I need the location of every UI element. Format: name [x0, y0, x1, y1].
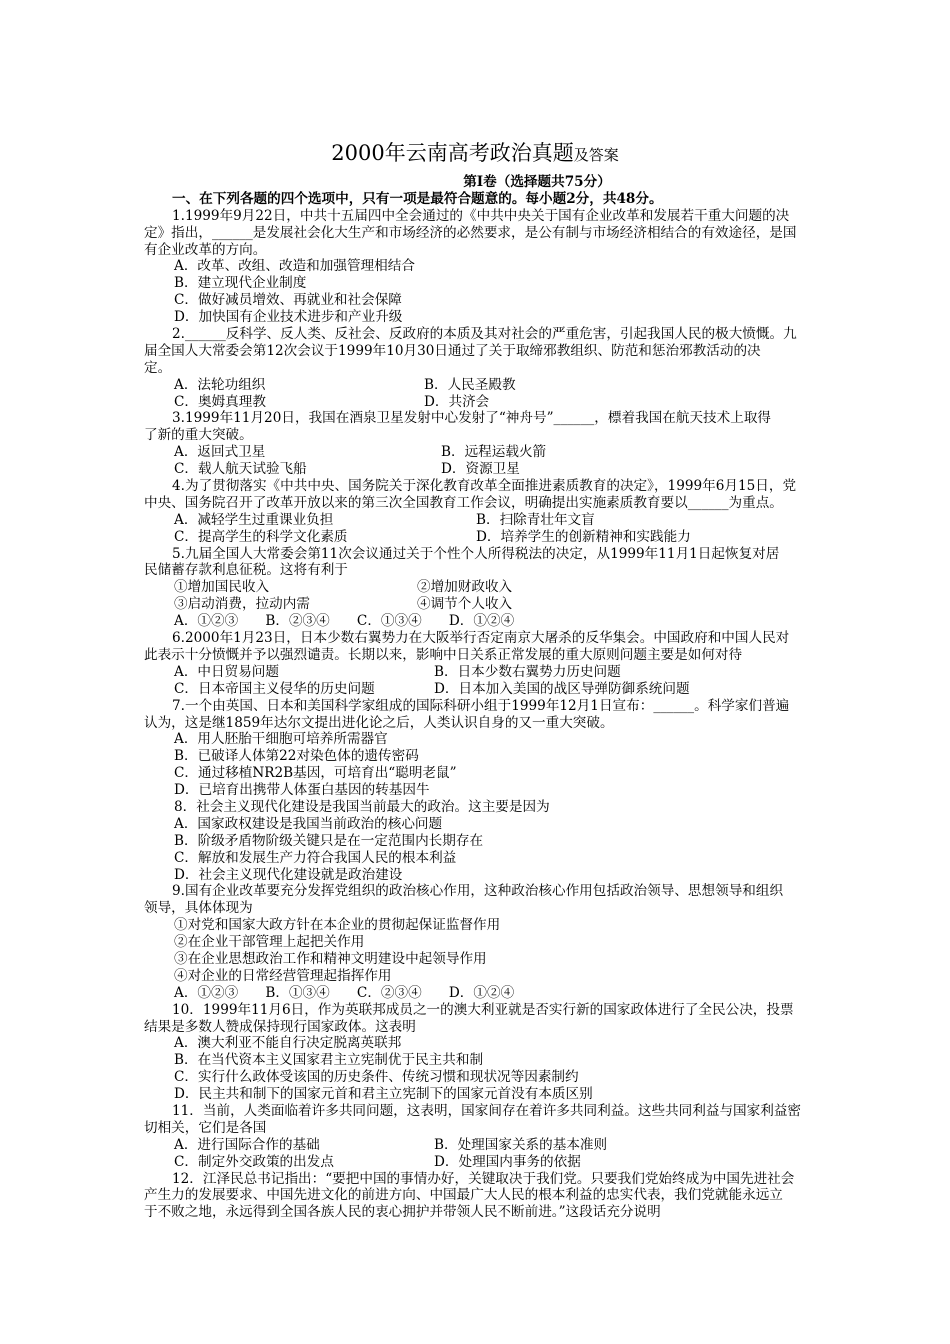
title-suffix: 及答案 [573, 146, 619, 164]
option-d: D．民主共和制下的国家元首和君主立宪制下的国家元首没有本质区别 [174, 1086, 593, 1103]
option-d: D．社会主义现代化建设就是政治建设 [174, 866, 403, 883]
option-a: A．改革、改组、改造和加强管理相结合 [174, 258, 415, 275]
title-main: 2000年云南高考政治真题 [331, 141, 574, 165]
question-text: 中央、国务院召开了改革开放以来的第三次全国教育工作会议，明确提出实施素质教育要以______为重点。 [144, 494, 783, 511]
question-text: 届全国人大常委会第12次会议于1999年10月30日通过了关于取缔邪教组织、防范和惩治邪教活动的决 [144, 342, 761, 359]
question-text: 产生力的发展要求、中国先进文化的前进方向、中国最广大人民的根本利益的忠实代表，我们党就能永远立 [144, 1187, 783, 1204]
part-heading: 一、在下列各题的四个选项中，只有一项是最符合题意的。每小题2分，共48分。 [172, 190, 663, 207]
option-b: B．日本少数右翼势力历史问题 [434, 663, 621, 680]
option-row [144, 664, 930, 681]
option-b: B．建立现代企业制度 [174, 275, 307, 292]
choice-row: A．①②③ B．②③④ C．①③④ D．①②④ [174, 613, 515, 630]
option-b: B．处理国家关系的基本准则 [434, 1136, 608, 1153]
option-a: A．用人胚胎干细胞可培养所需器官 [174, 731, 388, 748]
option-row [144, 681, 930, 698]
option-d: D．已培育出携带人体蛋白基因的转基因牛 [174, 782, 430, 799]
option-c: C．做好减员增效、再就业和社会保障 [174, 292, 402, 309]
option-c: C．载人航天试验飞船 [174, 461, 307, 478]
question-11 [144, 1103, 930, 1171]
option-a: A．国家政权建设是我国当前政治的核心问题 [174, 815, 443, 832]
option-d: D．处理国内事务的依据 [434, 1153, 581, 1170]
question-text: 定》指出，______是发展社会化大生产和市场经济的必然要求，是公有制与市场经济相结合的有效途径，是国 [144, 224, 797, 241]
option-d: D．日本加入美国的战区导弹防御系统问题 [434, 680, 690, 697]
option-row [144, 529, 930, 546]
option-a: A．进行国际合作的基础 [174, 1136, 320, 1153]
option-row [144, 444, 930, 461]
question-1 [144, 208, 930, 326]
option-c: C．制定外交政策的出发点 [174, 1153, 334, 1170]
question-text: 7.一个由英国、日本和美国科学家组成的国际科研小组于1999年12月1日宣布：______。科学家们普遍 [172, 697, 790, 714]
question-text: 有企业改革的方向。 [144, 241, 267, 258]
item-row [144, 579, 930, 596]
question-text: 切相关，它们是各国 [144, 1119, 267, 1136]
page-title [0, 140, 950, 168]
question-text: 结果是多数人赞成保持现行国家政体。这表明 [144, 1018, 416, 1035]
question-7 [144, 698, 930, 799]
question-text: 领导，具体体现为 [144, 900, 253, 917]
question-text: 12．江泽民总书记指出：“要把中国的事情办好，关键取决于我们党。只要我们党始终成为中国先进社会 [172, 1170, 795, 1187]
option-row [144, 394, 930, 411]
item-3: ③启动消费，拉动内需 [174, 596, 310, 613]
option-d: D．共济会 [424, 393, 490, 410]
option-d: D．加快国有企业技术进步和产业升级 [174, 309, 403, 326]
option-row [144, 1137, 930, 1154]
option-b: B．扫除青壮年文盲 [476, 511, 595, 528]
question-text: 2.______反科学、反人类、反社会、反政府的本质及其对社会的严重危害，引起我国人民的极大愤慨。九 [172, 326, 797, 343]
question-text: 5.九届全国人大常委会第11次会议通过关于个性个人所得税法的决定，从1999年11月1日起恢复对居 [172, 545, 780, 562]
option-c: C．提高学生的科学文化素质 [174, 528, 348, 545]
question-text: 10．1999年11月6日，作为英联邦成员之一的澳大利亚就是否实行新的国家政体进行了全民公决，投票 [172, 1001, 794, 1018]
item-2: ②在企业干部管理上起把关作用 [174, 934, 365, 951]
option-d: D．培养学生的创新精神和实践能力 [476, 528, 691, 545]
option-c: C．奥姆真理教 [174, 393, 266, 410]
option-a: A．返回式卫星 [174, 444, 266, 461]
option-c: C．通过移植NR2B基因，可培育出“聪明老鼠” [174, 765, 457, 782]
section-heading: 第Ⅰ卷（选择题共75分） [463, 174, 611, 190]
question-text: 民储蓄存款利息征税。这将有利于 [144, 562, 348, 579]
item-row [144, 596, 930, 613]
option-a: A．减轻学生过重课业负担 [174, 511, 334, 528]
option-row [144, 512, 930, 529]
option-row [144, 1154, 930, 1171]
question-text: 9.国有企业改革要充分发挥党组织的政治核心作用，这种政治核心作用包括政治领导、思想领导和组织 [172, 883, 784, 900]
question-text: 于不败之地，永远得到全国各族人民的衷心拥护并带领人民不断前进。”这段话充分说明 [144, 1204, 661, 1221]
question-6 [144, 630, 930, 698]
item-3: ③在企业思想政治工作和精神文明建设中起领导作用 [174, 950, 487, 967]
question-4 [144, 478, 930, 546]
option-a: A．中日贸易问题 [174, 663, 279, 680]
question-12 [144, 1171, 930, 1222]
option-c: C．解放和发展生产力符合我国人民的根本利益 [174, 849, 457, 866]
question-text: 定。 [144, 359, 172, 376]
item-2: ②增加财政收入 [417, 579, 513, 596]
question-text: 11．当前，人类面临着许多共同问题，这表明，国家间存在着许多共同利益。这些共同利益与国家利益密 [172, 1102, 802, 1119]
question-text: 了新的重大突破。 [144, 427, 253, 444]
question-text: 3.1999年11月20日，我国在酒泉卫星发射中心发射了“神舟号”______，標着我国在航天技术上取得 [172, 410, 772, 427]
choice-row: A．①②③ B．①③④ C．②③④ D．①②④ [174, 984, 515, 1001]
document-body [144, 174, 930, 1221]
question-text: 认为，这是继1859年达尔文提出进化论之后，人类认识自身的又一重大突破。 [144, 714, 614, 731]
option-b: B．阶级矛盾物阶级关键只是在一定范围内长期存在 [174, 832, 484, 849]
question-text: 4.为了贯彻落实《中共中央、国务院关于深化教育改革全面推进素质教育的决定》，1999年6月15日，党 [172, 478, 797, 495]
option-b: B．远程运载火箭 [441, 444, 547, 461]
question-5 [144, 546, 930, 630]
question-text: 1.1999年9月22日，中共十五届四中全会通过的《中共中央关于国有企业改革和发展若干重大问题的决 [172, 207, 790, 224]
option-c: C．日本帝国主义侵华的历史问题 [174, 680, 375, 697]
option-d: D．资源卫星 [441, 461, 520, 478]
option-b: B．在当代资本主义国家君主立宪制优于民主共和制 [174, 1052, 484, 1069]
question-9 [144, 883, 930, 1001]
question-text: 6.2000年1月23日，日本少数右翼势力在大阪举行否定南京大屠杀的反华集会。中国政府和中国人民对 [172, 630, 790, 647]
option-row [144, 461, 930, 478]
question-text: 8．社会主义现代化建设是我国当前最大的政治。这主要是因为 [174, 798, 550, 815]
item-4: ④调节个人收入 [417, 596, 513, 613]
option-a: A．澳大利亚不能自行决定脱离英联邦 [174, 1035, 402, 1052]
question-3 [144, 410, 930, 478]
option-c: C．实行什么政体受该国的历史条件、传统习惯和现状况等因素制约 [174, 1069, 579, 1086]
item-4: ④对企业的日常经营管理起指挥作用 [174, 967, 392, 984]
question-text: 此表示十分愤慨并予以强烈谴责。长期以来，影响中日关系正常发展的重大原则问题主要是如何对待 [144, 646, 743, 663]
option-a: A．法轮功组织 [174, 376, 266, 393]
question-10 [144, 1002, 930, 1103]
option-b: B．人民圣殿教 [424, 376, 516, 393]
item-1: ①增加国民收入 [174, 579, 270, 596]
question-2 [144, 326, 930, 410]
option-b: B．已破译人体第22对染色体的遗传密码 [174, 748, 419, 765]
option-row [144, 377, 930, 394]
item-1: ①对党和国家大政方针在本企业的贯彻起保证监督作用 [174, 917, 501, 934]
question-8 [144, 799, 930, 883]
